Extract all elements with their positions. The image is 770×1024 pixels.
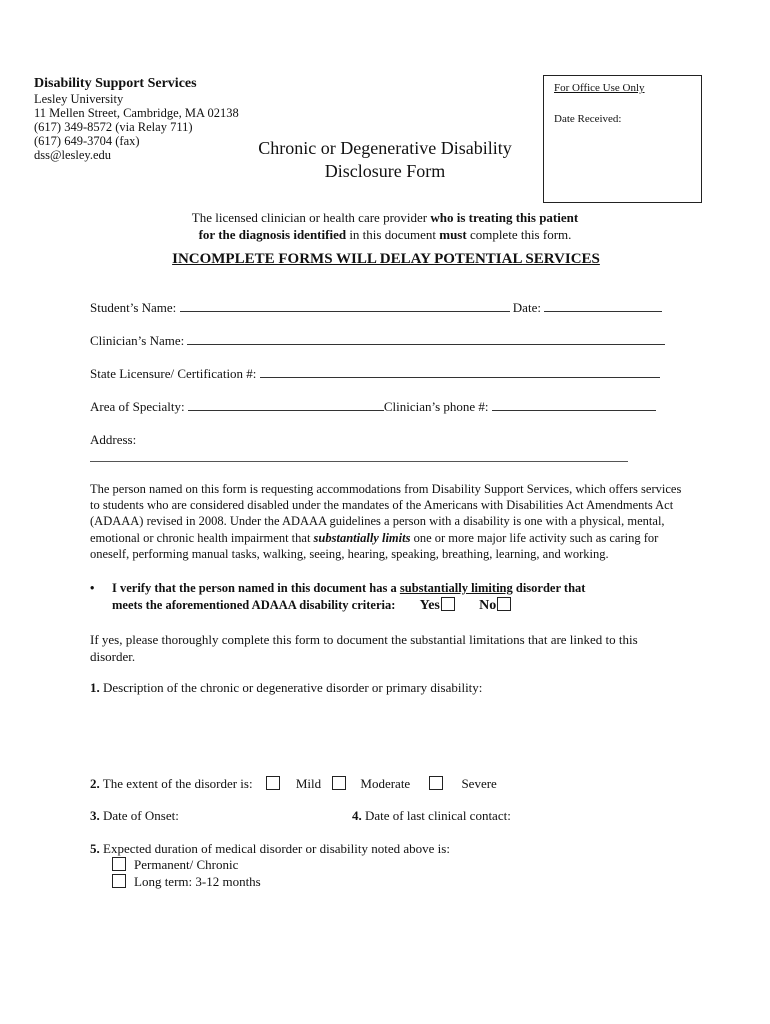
student-name-label: Student’s Name: xyxy=(90,300,177,315)
title-line-2: Disclosure Form xyxy=(324,161,446,181)
question-number: 2. xyxy=(90,776,100,791)
specialty-row xyxy=(90,399,656,415)
moderate-label: Moderate xyxy=(360,776,411,791)
paragraph-emphasis: substantially limits xyxy=(313,530,411,545)
paragraph-text: The person named on this form is requesting accommodations from Disability Support Services, which offers services to students who are considered disabled under the mandates of the Americans with Disabilities Act Amendments Act (ADAAA) revised in 2008. Under the ADAAA guidelines a person with a disability is one with a physical, mental, emotional or chronic health impairment that xyxy=(90,482,682,545)
question-text: Expected duration of medical disorder or disability noted above is: xyxy=(99,841,450,856)
question-number: 1. xyxy=(90,680,100,695)
office-use-box xyxy=(543,75,702,203)
intro-bold: who is treating this patient xyxy=(430,210,579,225)
specialty-field[interactable] xyxy=(188,399,384,411)
student-name-row xyxy=(90,300,662,316)
address-row xyxy=(90,432,136,448)
question-text: The extent of the disorder is: xyxy=(99,776,253,791)
longterm-checkbox[interactable] xyxy=(112,874,126,888)
clinician-name-field[interactable] xyxy=(187,333,665,345)
question-number: 4. xyxy=(352,808,362,823)
question-number: 3. xyxy=(90,808,100,823)
date-field[interactable] xyxy=(544,300,662,312)
question-5 xyxy=(90,841,450,857)
licensure-row xyxy=(90,366,660,382)
mild-label: Mild xyxy=(295,776,322,791)
contact-header xyxy=(34,76,239,162)
question-text: Description of the chronic or degenerative disorder or primary disability: xyxy=(99,680,483,695)
question-text: Date of Onset: xyxy=(99,808,179,823)
yes-checkbox[interactable] xyxy=(441,597,455,611)
severe-label: Severe xyxy=(461,776,497,791)
clinician-phone-field[interactable] xyxy=(492,399,656,411)
verify-text: meets the aforementioned ADAAA disability criteria: xyxy=(112,598,396,612)
if-yes-instruction: If yes, please thoroughly complete this form to document the substantial limitations that are linked to this disorder. xyxy=(90,632,638,664)
permanent-label: Permanent/ Chronic xyxy=(134,857,239,872)
no-checkbox[interactable] xyxy=(497,597,511,611)
form-title xyxy=(230,137,540,183)
permanent-checkbox[interactable] xyxy=(112,857,126,871)
intro-part: The licensed clinician or health care provider xyxy=(191,210,431,225)
date-received-label: Date Received: xyxy=(554,113,622,125)
no-label: No xyxy=(479,598,497,613)
address-label: Address: xyxy=(90,432,137,447)
verify-underlined: substantially limiting xyxy=(399,581,513,595)
question-number: 5. xyxy=(90,841,100,856)
description-field[interactable] xyxy=(90,700,682,766)
title-line-1: Chronic or Degenerative Disability xyxy=(258,138,512,158)
licensure-label: State Licensure/ Certification #: xyxy=(90,366,257,381)
yes-label: Yes xyxy=(419,598,440,613)
adaaa-paragraph xyxy=(90,481,682,562)
specialty-label: Area of Specialty: xyxy=(90,399,185,414)
question-4 xyxy=(352,808,511,824)
address-field[interactable] xyxy=(90,451,628,462)
date-label: Date: xyxy=(512,300,541,315)
intro-bold: for the diagnosis identified xyxy=(198,227,347,242)
question-2 xyxy=(90,776,497,792)
clinician-name-row xyxy=(90,333,665,349)
intro-text xyxy=(120,209,650,243)
paragraph-text: one or more major life activity such as caring for oneself, performing manual tasks, walking, seeing, hearing, speaking, breathing, learning, and working. xyxy=(90,530,659,561)
question-1 xyxy=(90,680,482,696)
moderate-checkbox[interactable] xyxy=(332,776,346,790)
mild-checkbox[interactable] xyxy=(266,776,280,790)
intro-part: in this document xyxy=(346,227,440,242)
phone-line: (617) 349-8572 (via Relay 711) xyxy=(34,120,193,134)
bullet-icon: • xyxy=(90,581,95,595)
email-line: dss@lesley.edu xyxy=(34,148,112,162)
licensure-field[interactable] xyxy=(260,366,660,378)
question-3 xyxy=(90,808,179,824)
fax-line: (617) 649-3704 (fax) xyxy=(34,134,140,148)
incomplete-warning: INCOMPLETE FORMS WILL DELAY POTENTIAL SERVICES xyxy=(172,251,600,267)
office-use-label: For Office Use Only xyxy=(554,82,645,94)
address-line: Lesley University xyxy=(34,92,124,106)
longterm-label: Long term: 3-12 months xyxy=(134,874,261,889)
verify-text: disorder that xyxy=(512,581,586,595)
address-line: 11 Mellen Street, Cambridge, MA 02138 xyxy=(34,106,239,120)
intro-bold: must xyxy=(439,227,467,242)
intro-part: complete this form. xyxy=(466,227,572,242)
severe-checkbox[interactable] xyxy=(429,776,443,790)
option-permanent xyxy=(112,857,238,873)
clinician-name-label: Clinician’s Name: xyxy=(90,333,185,348)
clinician-phone-label: Clinician’s phone #: xyxy=(383,399,489,414)
student-name-field[interactable] xyxy=(180,300,510,312)
option-longterm xyxy=(112,874,261,890)
org-name: Disability Support Services xyxy=(34,76,197,91)
verify-text: I verify that the person named in this document has a xyxy=(112,581,400,595)
question-text: Date of last clinical contact: xyxy=(361,808,511,823)
